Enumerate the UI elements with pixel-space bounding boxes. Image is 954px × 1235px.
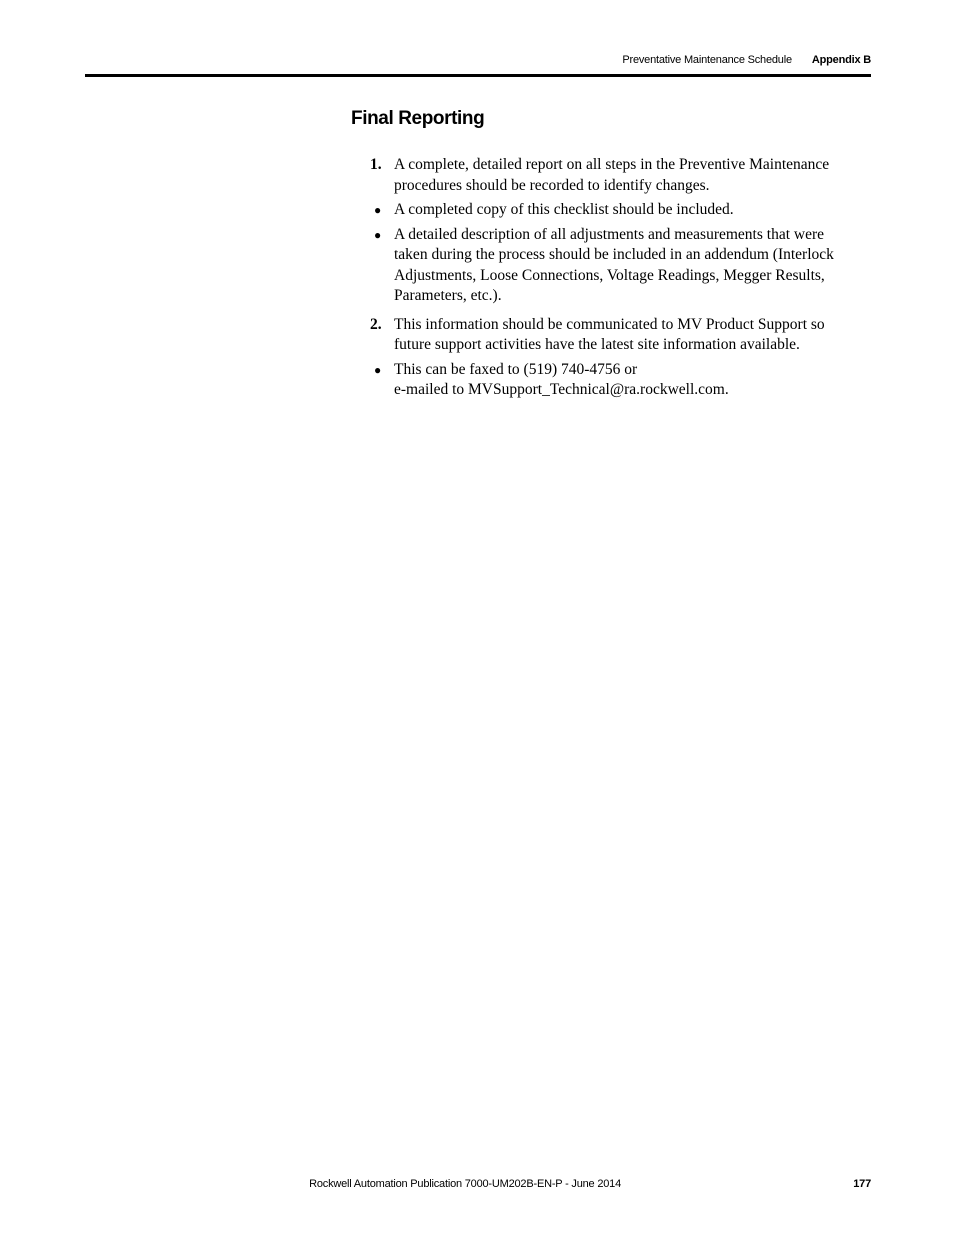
bullet-icon: ● [374,362,382,377]
header-text [622,53,871,67]
bullet-item [370,360,860,401]
step-2 [370,315,860,356]
bullet-item [370,225,860,307]
step-number: 2. [370,315,382,333]
bullet-text: This can be faxed to (519) 740-4756 or [394,360,638,378]
page-number: 177 [853,1178,871,1190]
bullet-text-continuation: e-mailed to MVSupport_Technical@ra.rockwell.com. [394,381,729,398]
bullet-text: A detailed description of all adjustments and measurements that were taken during the process should be included in an addendum (Interlock Adjustments, Loose Connections, Voltage Readings, Megger Results, Parameters, etc.). [394,225,834,304]
page-footer [85,1177,871,1193]
step-1 [370,155,860,196]
step-text: This information should be communicated to MV Product Support so future support activities have the latest site information available. [394,315,825,353]
bullet-text: A completed copy of this checklist should be included. [394,201,734,218]
bullet-icon: ● [374,227,382,242]
header-appendix-label: Appendix B [811,54,871,66]
step-number: 1. [370,156,382,173]
bullet-icon: ● [374,203,382,217]
footer-publication: Rockwell Automation Publication 7000-UM202B-EN-P - June 2014 [309,1178,621,1190]
page-header [85,0,871,78]
section-title: Final Reporting [351,108,485,129]
step-text: A complete, detailed report on all steps in the Preventive Maintenance procedures should be recorded to identify changes. [394,156,830,194]
content-body [370,155,860,401]
bullet-item [370,200,860,221]
header-rule [85,74,871,77]
header-section-title: Preventative Maintenance Schedule [622,54,792,66]
